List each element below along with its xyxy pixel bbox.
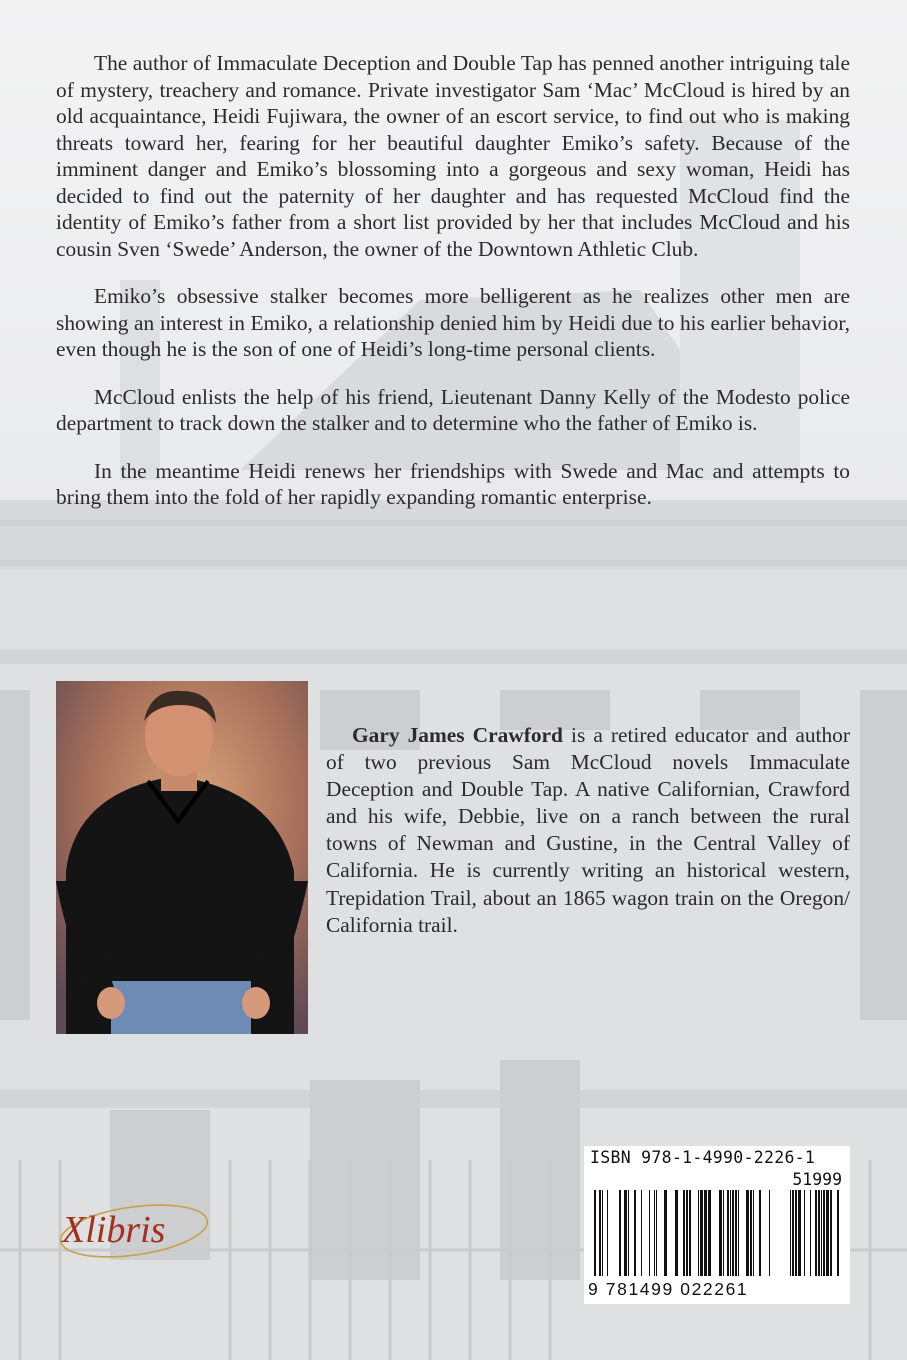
blurb-paragraph-3: McCloud enlists the help of his friend, Lieutenant Danny Kelly of the Modesto police department to track down the stalker and to determine who the father of Emiko is. (56, 384, 850, 435)
isbn-label: ISBN 978-1-4990-2226-1 (590, 1148, 816, 1167)
isbn-barcode (584, 1146, 850, 1304)
author-bio-paragraph (326, 722, 850, 939)
author-photo (56, 681, 308, 1034)
blurb-paragraph-2: Emiko’s obsessive stalker becomes more belligerent as he realizes other men are showing an interest in Emiko, a relationship denied him by Heidi due to his earlier behavior, even though he is the son of one of Heidi’s long-time personal clients. (56, 284, 850, 361)
author-bio-text: is a retired educator and author of two previous Sam McCloud novels Immaculate Deception and Double Tap. A native Californian, Crawford and his wife, Debbie, live on a ranch between the rural towns of Newman and Gustine, in the Central Valley of California. He is currently writing an historical western, Trepidation Trail, about an 1865 wagon train on the Oregon/ California trail. (326, 723, 850, 937)
blurb-paragraph-4: In the meantime Heidi renews her friendships with Swede and Mac and attempts to bring them into the fold of her rapidly expanding romantic enterprise. (56, 458, 850, 509)
barcode-bars (592, 1190, 844, 1288)
author-bio (326, 722, 850, 939)
blurb-paragraph-1: The author of Immaculate Deception and Double Tap has penned another intriguing tale of mystery, treachery and romance. Private investigator Sam ‘Mac’ McCloud is hired by an old acquaintance, Heidi Fujiwara, the owner of an escort service, to find out who is making threats toward her, fearing for her beautiful daughter Emiko’s safety. Because of the imminent danger and Emiko’s blossoming into a gorgeous and sexy woman, Heidi has decided to find out the paternity of her daughter and has requested McCloud find the identity of Emiko’s father from a short list provided by her that includes McCloud and his cousin Sven ‘Swede’ Anderson, the owner of the Downtown Athletic Club. (56, 51, 850, 261)
back-cover-blurb (56, 50, 850, 532)
publisher-logo-text: Xlibris (62, 1209, 166, 1251)
publisher-logo (56, 1195, 216, 1261)
price-code: 51999 (792, 1170, 842, 1189)
barcode-digits: 9 781499 022261 (588, 1276, 846, 1302)
author-name: Gary James Crawford (352, 723, 563, 747)
